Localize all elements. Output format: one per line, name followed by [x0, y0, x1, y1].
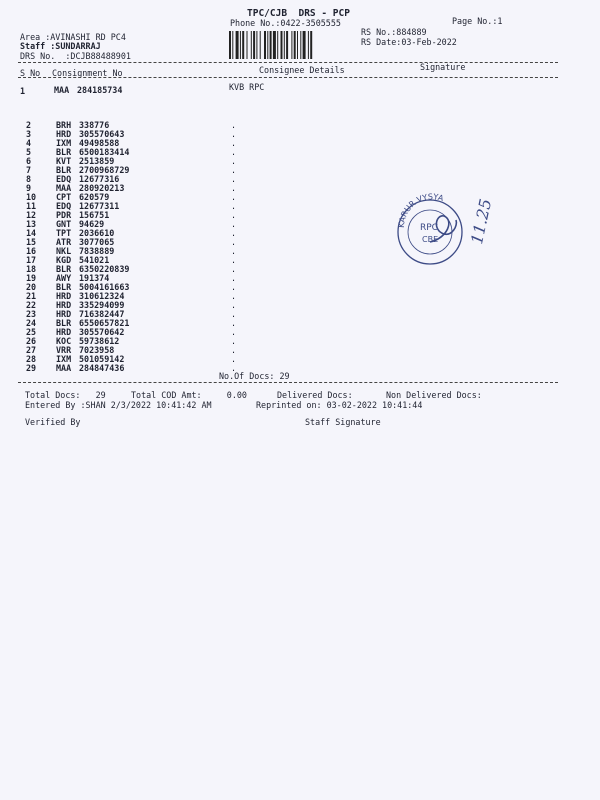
row-consignment-number: 7838889	[79, 246, 115, 256]
row-consignee-dot: .	[231, 237, 237, 247]
barcode-bar	[284, 31, 285, 59]
row-consignment-number: 541021	[79, 255, 110, 265]
total-docs: Total Docs: 29	[25, 390, 106, 400]
barcode-bar	[256, 31, 257, 59]
row-sno: 26	[26, 336, 37, 346]
barcode-bar	[291, 31, 292, 59]
barcode-bar	[267, 31, 268, 59]
row-sno: 6	[26, 156, 32, 166]
row-consignee-dot: .	[231, 201, 237, 211]
document-title: TPC/CJB DRS - PCP	[247, 8, 350, 19]
stamp-inner-1: RPC	[420, 223, 438, 233]
row-city-code: BLR	[56, 318, 72, 328]
handwritten-note: 11.25	[467, 197, 496, 246]
row-city-code: BLR	[56, 264, 72, 274]
first-row-city: MAA	[54, 85, 70, 95]
row-consignment-number: 2036610	[79, 228, 115, 238]
row-consignee-dot: .	[231, 219, 237, 229]
row-sno: 16	[26, 246, 37, 256]
row-city-code: IXM	[56, 354, 72, 364]
row-consignment-number: 156751	[79, 210, 110, 220]
column-consignment: Consignment No	[52, 68, 123, 78]
row-consignment-number: 12677316	[79, 174, 120, 184]
row-consignment-number: 338776	[79, 120, 110, 130]
row-city-code: NKL	[56, 246, 72, 256]
row-city-code: KOC	[56, 336, 72, 346]
row-consignment-number: 310612324	[79, 291, 125, 301]
first-row-sno: 1	[20, 86, 26, 96]
table-row	[0, 364, 600, 373]
row-sno: 23	[26, 309, 37, 319]
barcode-bar	[247, 31, 248, 59]
row-consignee-dot: .	[231, 210, 237, 220]
row-city-code: HRD	[56, 129, 72, 139]
barcode-bar	[308, 31, 309, 59]
row-sno: 29	[26, 363, 37, 373]
row-consignment-number: 620579	[79, 192, 110, 202]
row-consignee-dot: .	[231, 363, 237, 373]
row-consignment-number: 335294099	[79, 300, 125, 310]
barcode-bar	[240, 31, 241, 59]
barcode-bar	[242, 31, 244, 59]
row-consignment-number: 6500183414	[79, 147, 130, 157]
row-sno: 19	[26, 273, 37, 283]
row-consignment-number: 280920213	[79, 183, 125, 193]
row-consignment-number: 2513859	[79, 156, 115, 166]
total-cod: Total COD Amt: 0.00	[131, 390, 247, 400]
row-consignee-dot: .	[231, 165, 237, 175]
row-consignee-dot: .	[231, 138, 237, 148]
row-consignment-number: 49498588	[79, 138, 120, 148]
row-city-code: EDQ	[56, 201, 72, 211]
row-sno: 25	[26, 327, 37, 337]
row-consignment-number: 6550657821	[79, 318, 130, 328]
phone-number: Phone No.:0422-3505555	[230, 18, 341, 28]
row-city-code: MAA	[56, 363, 72, 373]
row-city-code: HRD	[56, 309, 72, 319]
row-consignee-dot: .	[231, 345, 237, 355]
row-sno: 13	[26, 219, 37, 229]
row-sno: 12	[26, 210, 37, 220]
row-consignment-number: 59738612	[79, 336, 120, 346]
row-city-code: HRD	[56, 327, 72, 337]
barcode-bar	[286, 31, 288, 59]
barcode-bar	[232, 31, 233, 59]
barcode-bar	[297, 31, 298, 59]
row-consignment-number: 716382447	[79, 309, 125, 319]
row-consignment-number: 501059142	[79, 354, 125, 364]
barcode-bar	[303, 31, 306, 59]
row-sno: 27	[26, 345, 37, 355]
entered-by: Entered By :SHAN 2/3/2022 10:41:42 AM	[25, 400, 212, 410]
stamp-ring-text: KARUR VYSYA	[396, 192, 445, 229]
barcode-bar	[236, 31, 239, 59]
row-city-code: EDQ	[56, 174, 72, 184]
row-city-code: HRD	[56, 300, 72, 310]
column-sno: S No	[20, 68, 41, 78]
row-city-code: CPT	[56, 192, 72, 202]
row-sno: 10	[26, 192, 37, 202]
row-consignee-dot: .	[231, 120, 237, 130]
row-city-code: VRR	[56, 345, 72, 355]
row-city-code: KGD	[56, 255, 72, 265]
row-city-code: BLR	[56, 147, 72, 157]
row-city-code: TPT	[56, 228, 72, 238]
row-consignment-number: 5004161663	[79, 282, 130, 292]
row-consignment-number: 12677311	[79, 201, 120, 211]
row-city-code: PDR	[56, 210, 72, 220]
row-consignee-dot: .	[231, 300, 237, 310]
row-sno: 21	[26, 291, 37, 301]
row-consignment-number: 7023958	[79, 345, 115, 355]
row-consignee-dot: .	[231, 336, 237, 346]
row-consignee-dot: .	[231, 228, 237, 238]
company-stamp	[392, 190, 502, 270]
reprinted-on: Reprinted on: 03-02-2022 10:41:44	[256, 400, 423, 410]
row-city-code: BLR	[56, 282, 72, 292]
row-sno: 11	[26, 201, 37, 211]
barcode-bar	[253, 31, 255, 59]
delivered-docs: Delivered Docs:	[277, 390, 353, 400]
row-consignee-dot: .	[231, 318, 237, 328]
barcode-bar	[310, 31, 312, 59]
row-consignment-number: 3077065	[79, 237, 115, 247]
barcode-bar	[251, 31, 252, 59]
row-consignee-dot: .	[231, 156, 237, 166]
row-city-code: ATR	[56, 237, 72, 247]
row-consignee-dot: .	[231, 255, 237, 265]
row-consignment-number: 191374	[79, 273, 110, 283]
row-consignee-dot: .	[231, 264, 237, 274]
rs-date: RS Date:03-Feb-2022	[361, 37, 457, 47]
barcode-bar	[229, 31, 231, 59]
row-consignment-number: 6350220839	[79, 264, 130, 274]
staff-signature: Staff Signature	[305, 417, 381, 427]
row-sno: 22	[26, 300, 37, 310]
row-consignee-dot: .	[231, 309, 237, 319]
row-consignment-number: 305570643	[79, 129, 125, 139]
row-city-code: AWY	[56, 273, 72, 283]
row-sno: 14	[26, 228, 37, 238]
row-city-code: BLR	[56, 165, 72, 175]
page-number: Page No.:1	[452, 16, 503, 26]
row-consignee-dot: .	[231, 174, 237, 184]
drs-number: DRS No. :DCJB88488901	[20, 51, 131, 61]
row-city-code: IXM	[56, 138, 72, 148]
area-label: Area :AVINASHI RD PC4	[20, 32, 126, 42]
row-sno: 18	[26, 264, 37, 274]
row-sno: 7	[26, 165, 32, 175]
row-sno: 2	[26, 120, 32, 130]
row-consignee-dot: .	[231, 273, 237, 283]
stamp-inner-2: CBE	[422, 235, 439, 244]
row-city-code: GNT	[56, 219, 72, 229]
row-sno: 3	[26, 129, 32, 139]
row-sno: 17	[26, 255, 37, 265]
row-city-code: MAA	[56, 183, 72, 193]
row-city-code: BRH	[56, 120, 72, 130]
row-consignee-dot: .	[231, 183, 237, 193]
row-sno: 28	[26, 354, 37, 364]
row-sno: 15	[26, 237, 37, 247]
barcode-bar	[281, 31, 283, 59]
first-row-consignee: KVB RPC	[229, 82, 265, 92]
row-sno: 24	[26, 318, 37, 328]
row-consignment-number: 284847436	[79, 363, 125, 373]
barcode	[229, 31, 357, 59]
row-consignee-dot: .	[231, 246, 237, 256]
row-consignment-number: 305570642	[79, 327, 125, 337]
row-city-code: HRD	[56, 291, 72, 301]
staff-label: Staff :SUNDARRAJ	[20, 41, 101, 51]
row-sno: 9	[26, 183, 32, 193]
barcode-bar	[270, 31, 272, 59]
row-consignee-dot: .	[231, 282, 237, 292]
row-consignment-number: 94629	[79, 219, 105, 229]
barcode-bar	[260, 31, 261, 59]
header-divider	[18, 62, 558, 63]
column-consignee: Consignee Details	[259, 65, 345, 75]
row-consignee-dot: .	[231, 192, 237, 202]
row-city-code: KVT	[56, 156, 72, 166]
row-consignee-dot: .	[231, 129, 237, 139]
column-divider	[18, 77, 558, 78]
row-consignee-dot: .	[231, 327, 237, 337]
row-consignee-dot: .	[231, 291, 237, 301]
row-sno: 8	[26, 174, 32, 184]
row-consignment-number: 2700968729	[79, 165, 130, 175]
row-consignee-dot: .	[231, 147, 237, 157]
barcode-bar	[277, 31, 278, 59]
non-delivered-docs: Non Delivered Docs:	[386, 390, 482, 400]
row-consignee-dot: .	[231, 354, 237, 364]
barcode-bar	[294, 31, 296, 59]
no-of-docs: No.Of Docs: 29	[219, 371, 290, 381]
verified-by: Verified By	[25, 417, 81, 427]
rs-number: RS No.:884889	[361, 27, 427, 37]
column-signature: Signature	[420, 62, 466, 72]
footer-divider	[18, 382, 558, 383]
row-sno: 5	[26, 147, 32, 157]
barcode-bar	[273, 31, 276, 59]
row-sno: 20	[26, 282, 37, 292]
barcode-bar	[300, 31, 301, 59]
row-sno: 4	[26, 138, 32, 148]
first-row-number: 284185734	[77, 85, 123, 95]
barcode-bar	[264, 31, 266, 59]
